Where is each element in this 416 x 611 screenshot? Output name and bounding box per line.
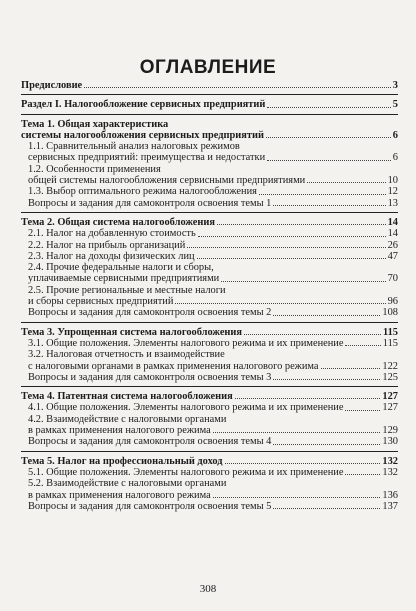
dot-leader bbox=[273, 379, 380, 380]
toc-page-number: 12 bbox=[387, 186, 398, 198]
toc-entry bbox=[21, 228, 398, 239]
toc-entry bbox=[21, 240, 398, 251]
toc-page-number: 70 bbox=[387, 273, 398, 285]
dot-leader bbox=[244, 334, 381, 335]
toc-page-number: 122 bbox=[382, 360, 398, 372]
toc-entry-text: Тема 2. Общая система налогообложения bbox=[21, 216, 215, 228]
toc-entry-text: Вопросы и задания для самоконтроля освоения темы 4 bbox=[28, 436, 272, 448]
toc-page-number: 132 bbox=[382, 455, 398, 467]
toc-page-number: 3 bbox=[392, 80, 398, 91]
section-divider bbox=[21, 94, 398, 95]
toc-entry-text: 2.5. Прочие региональные и местные налоги bbox=[28, 284, 226, 296]
dot-leader bbox=[321, 368, 381, 369]
toc-entry bbox=[21, 501, 398, 512]
toc-page-number: 13 bbox=[387, 197, 398, 209]
dot-leader bbox=[307, 182, 385, 183]
toc-entry bbox=[21, 251, 398, 262]
dot-leader bbox=[273, 205, 385, 206]
toc-entry-text: 1.2. Особенности применения bbox=[28, 163, 161, 175]
toc-page-number: 136 bbox=[382, 489, 398, 501]
toc-page-number: 129 bbox=[382, 425, 398, 437]
toc-entry-text: 1.1. Сравнительный анализ налоговых режимов bbox=[28, 141, 240, 153]
toc-page-number: 6 bbox=[392, 129, 398, 141]
dot-leader bbox=[266, 137, 391, 138]
toc-entry-text: с налоговыми органами в рамках применения налогового режима bbox=[28, 360, 319, 372]
dot-leader bbox=[345, 474, 380, 475]
toc-entry-text: 3.1. Общие положения. Элементы налогового режима и их применение bbox=[28, 337, 344, 349]
toc-entry bbox=[21, 349, 398, 372]
dot-leader bbox=[175, 303, 385, 304]
toc-page-number: 14 bbox=[387, 228, 398, 240]
dot-leader bbox=[267, 160, 391, 161]
toc-page-number: 127 bbox=[382, 391, 398, 403]
toc-entry-text: Тема 3. Упрощенная система налогообложения bbox=[21, 326, 243, 338]
toc-entry-text: сервисных предприятий: преимущества и недостатки bbox=[28, 152, 266, 164]
toc-page-number: 26 bbox=[387, 239, 398, 251]
section-divider bbox=[21, 386, 398, 387]
table-of-contents bbox=[21, 80, 398, 512]
toc-heading bbox=[21, 327, 398, 338]
toc-entry-text: Раздел I. Налогообложение сервисных предприятий bbox=[21, 99, 266, 111]
section-divider bbox=[21, 322, 398, 323]
toc-entry-text: общей системы налогообложения сервисными предприятиями bbox=[28, 175, 306, 187]
toc-page-number: 125 bbox=[382, 371, 398, 383]
dot-leader bbox=[273, 444, 380, 445]
toc-entry-text: 2.1. Налог на добавленную стоимость bbox=[28, 228, 196, 240]
dot-leader bbox=[273, 315, 380, 316]
section-divider bbox=[21, 212, 398, 213]
toc-entry-text: уплачиваемые сервисными предприятиями bbox=[28, 273, 220, 285]
toc-entry bbox=[21, 338, 398, 349]
toc-entry-text: системы налогообложения сервисных предприятий bbox=[21, 129, 264, 141]
toc-entry-text: 2.2. Налог на прибыль организаций bbox=[28, 239, 186, 251]
toc-page-number: 47 bbox=[387, 250, 398, 262]
toc-page-number: 108 bbox=[382, 307, 398, 319]
toc-entry-text: 2.4. Прочие федеральные налоги и сборы, bbox=[28, 262, 214, 274]
toc-entry bbox=[21, 414, 398, 437]
dot-leader bbox=[187, 247, 385, 248]
toc-page-number: 5 bbox=[392, 99, 398, 111]
toc-entry-text: Вопросы и задания для самоконтроля освоения темы 5 bbox=[28, 500, 272, 512]
toc-entry bbox=[21, 372, 398, 383]
toc-entry bbox=[21, 307, 398, 318]
toc-page-number: 115 bbox=[382, 337, 398, 349]
toc-entry-text: 2.3. Налог на доходы физических лиц bbox=[28, 250, 195, 262]
dot-leader bbox=[235, 398, 381, 399]
dot-leader bbox=[213, 497, 381, 498]
section-divider bbox=[21, 114, 398, 115]
toc-entry bbox=[21, 186, 398, 197]
dot-leader bbox=[198, 236, 386, 237]
toc-entry-text: 3.2. Налоговая отчетность и взаимодействие bbox=[28, 349, 225, 361]
toc-entry-text: 4.1. Общие положения. Элементы налогового режима и их применение bbox=[28, 402, 344, 414]
toc-heading bbox=[21, 119, 398, 142]
toc-entry bbox=[21, 141, 398, 164]
toc-page-number: 10 bbox=[387, 175, 398, 187]
toc-entry bbox=[21, 164, 398, 187]
toc-entry-text: Вопросы и задания для самоконтроля освоения темы 1 bbox=[28, 197, 272, 209]
toc-entry bbox=[21, 467, 398, 478]
toc-entry-text: и сборы сервисных предприятий bbox=[28, 296, 174, 308]
toc-page-number: 96 bbox=[387, 296, 398, 308]
dot-leader bbox=[273, 508, 380, 509]
toc-entry-text: 5.2. Взаимодействие с налоговыми органами bbox=[28, 478, 227, 490]
toc-heading bbox=[21, 456, 398, 467]
toc-heading bbox=[21, 217, 398, 228]
dot-leader bbox=[84, 87, 391, 88]
dot-leader bbox=[259, 194, 386, 195]
toc-entry bbox=[21, 285, 398, 308]
toc-entry-text: Тема 5. Налог на профессиональный доход bbox=[21, 455, 223, 467]
toc-entry bbox=[21, 402, 398, 413]
toc-entry-text: Тема 1. Общая характеристика bbox=[21, 118, 169, 130]
toc-entry-text: 1.3. Выбор оптимального режима налогообложения bbox=[28, 186, 257, 198]
toc-page-number: 130 bbox=[382, 436, 398, 448]
toc-entry bbox=[21, 262, 398, 285]
dot-leader bbox=[267, 107, 390, 108]
toc-heading bbox=[21, 80, 398, 91]
toc-page-number: 137 bbox=[382, 500, 398, 512]
toc-entry-text: Вопросы и задания для самоконтроля освоения темы 3 bbox=[28, 371, 272, 383]
dot-leader bbox=[221, 281, 385, 282]
toc-page-number: 127 bbox=[382, 402, 398, 414]
toc-entry bbox=[21, 478, 398, 501]
dot-leader bbox=[345, 345, 380, 346]
dot-leader bbox=[213, 432, 381, 433]
toc-page-number: 6 bbox=[392, 152, 398, 164]
toc-heading bbox=[21, 99, 398, 110]
dot-leader bbox=[345, 410, 380, 411]
toc-entry-text: в рамках применения налогового режима bbox=[28, 489, 211, 501]
toc-entry-text: 5.1. Общие положения. Элементы налогового режима и их применение bbox=[28, 466, 344, 478]
toc-heading bbox=[21, 391, 398, 402]
toc-entry-text: 4.2. Взаимодействие с налоговыми органами bbox=[28, 413, 227, 425]
toc-page-number: 115 bbox=[382, 326, 398, 338]
toc-entry bbox=[21, 436, 398, 447]
toc-entry-text: Тема 4. Патентная система налогообложения bbox=[21, 391, 233, 403]
dot-leader bbox=[197, 258, 386, 259]
toc-entry-text: в рамках применения налогового режима bbox=[28, 425, 211, 437]
toc-page-number: 14 bbox=[387, 216, 398, 228]
dot-leader bbox=[217, 224, 386, 225]
page-title: ОГЛАВЛЕНИЕ bbox=[139, 57, 277, 78]
toc-entry-text: Вопросы и задания для самоконтроля освоения темы 2 bbox=[28, 307, 272, 319]
toc-entry bbox=[21, 198, 398, 209]
page-number: 308 bbox=[199, 583, 217, 595]
dot-leader bbox=[225, 463, 381, 464]
toc-entry-text: Предисловие bbox=[21, 80, 83, 91]
toc-page-number: 132 bbox=[382, 466, 398, 478]
section-divider bbox=[21, 451, 398, 452]
